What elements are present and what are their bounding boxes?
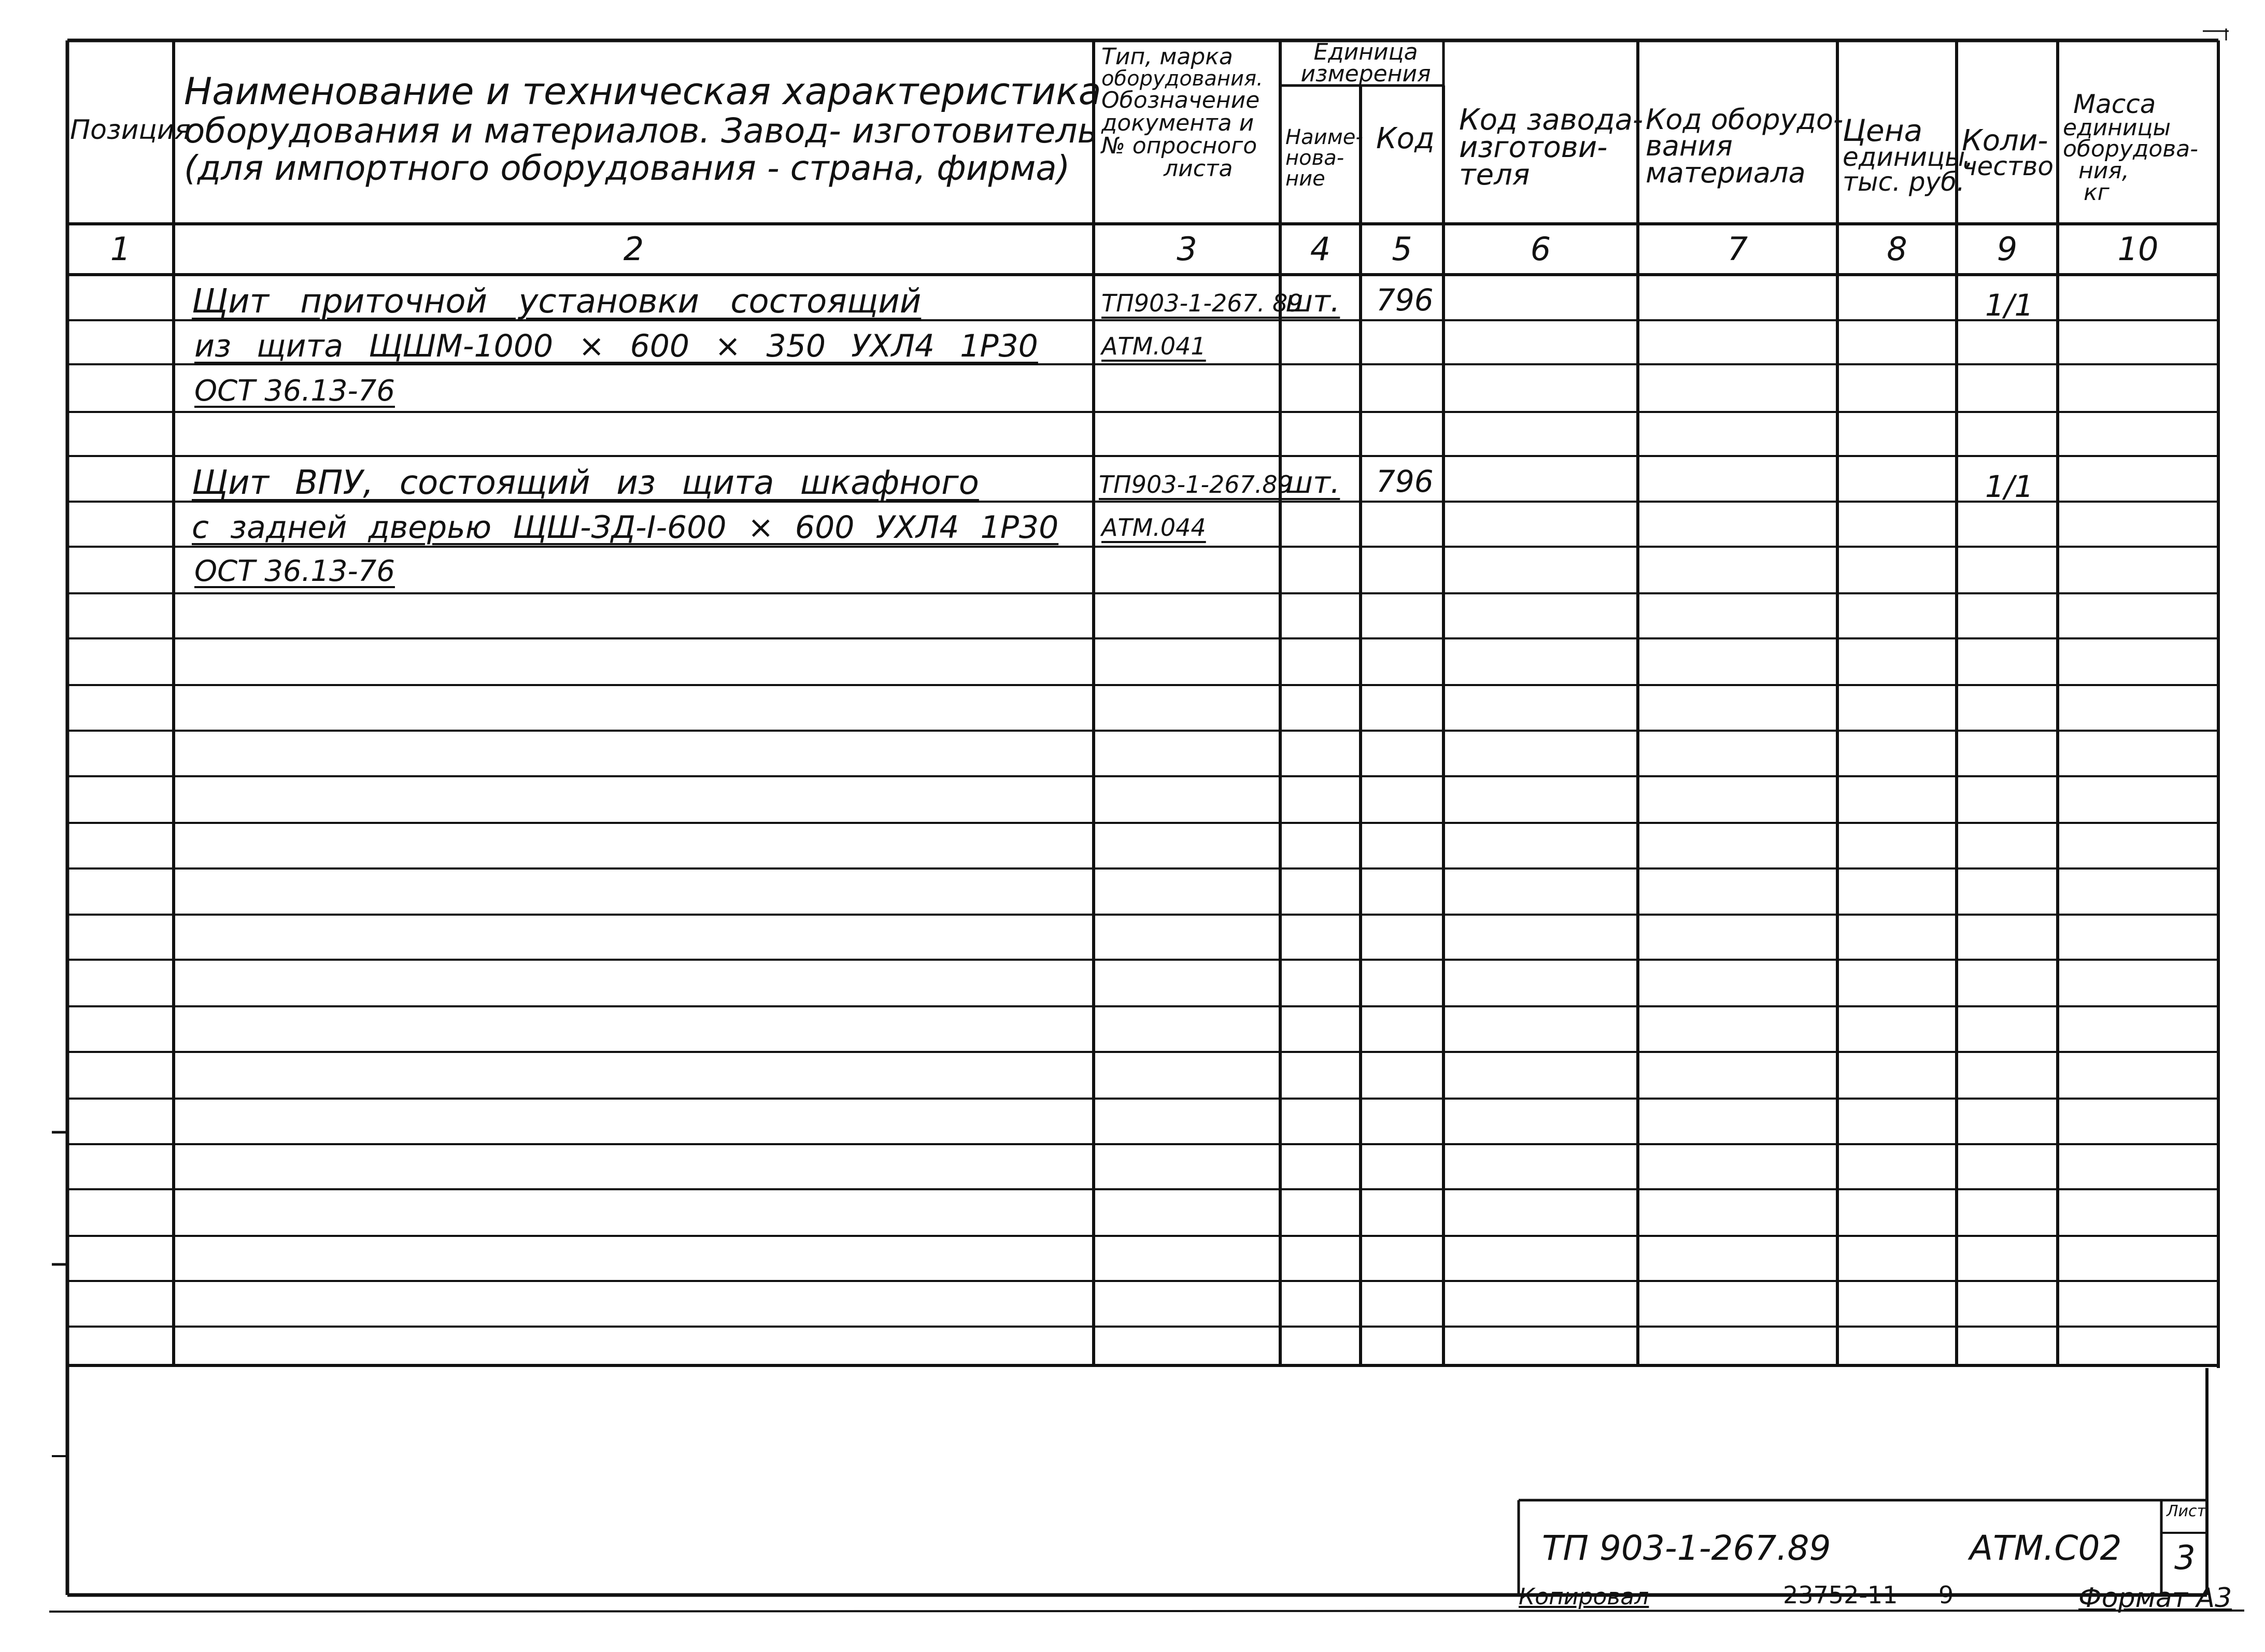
column-number-4: 4: [1310, 230, 1331, 268]
header-unit-name: Наиме- нова- ние: [1285, 125, 1363, 191]
header-factory-code: Код завода- изготови- теля: [1459, 103, 1644, 192]
header-type-mark: Тип, марка оборудования. Обозначение документа и № опросного листа: [1101, 44, 1263, 182]
title-block-copied-label: Копировал: [1519, 1584, 1649, 1610]
header-name-line2: оборудования и материалов. Завод- изготовитель: [184, 111, 1098, 151]
row-5-name: с задней дверью ЩШ-ЗД-I-600 × 600 УХЛ4 1Р30: [192, 509, 1059, 546]
column-number-1: 1: [110, 230, 131, 268]
title-block-inv-number: 23752-11: [1783, 1581, 1898, 1609]
row-3-name: ОСТ 36.13-76: [194, 374, 395, 408]
row-6-name: ОСТ 36.13-76: [194, 554, 395, 588]
row-4-unit: шт.: [1285, 465, 1340, 500]
row-1-code: 796: [1376, 282, 1434, 318]
header-unit-group: Единица измерения: [1300, 39, 1431, 87]
row-1-quantity: 1/1: [1985, 288, 2034, 323]
title-block-format: Формат А3: [2078, 1583, 2232, 1614]
column-number-7: 7: [1727, 230, 1748, 268]
column-number-10: 10: [2117, 230, 2159, 268]
column-number-5: 5: [1392, 230, 1412, 268]
title-block-inv-digit: 9: [1938, 1581, 1954, 1609]
header-mass: Масса единицы оборудова- ния, кг: [2063, 89, 2199, 206]
column-number-6: 6: [1530, 230, 1551, 268]
header-unit-price: Цена единицы, тыс. руб.: [1843, 113, 1974, 197]
row-4-name: Щит ВПУ, состоящий из щита шкафного: [192, 464, 979, 502]
row-2-name: из щита ЩШМ-1000 × 600 × 350 УХЛ4 1Р30: [194, 328, 1038, 364]
row-1-name: Щит приточной установки состоящий: [192, 282, 922, 321]
header-name-line1: Наименование и техническая характеристика: [184, 69, 1101, 113]
header-name-line3: (для импортного оборудования - страна, фирма): [184, 148, 1070, 188]
row-1-type: ТП903-1-267. 89: [1101, 289, 1303, 317]
column-number-3: 3: [1177, 230, 1197, 268]
title-block-doc-code: ТП 903-1-267.89: [1542, 1528, 1831, 1568]
header-equipment-code: Код оборудо- вания материала: [1646, 103, 1844, 189]
row-1-unit: шт.: [1285, 283, 1340, 319]
header-position: Позиция: [70, 115, 191, 146]
header-unit-code: Код: [1376, 122, 1435, 155]
column-number-8: 8: [1887, 230, 1907, 268]
header-quantity: Коли- чество: [1962, 124, 2054, 182]
column-number-9: 9: [1997, 230, 2018, 268]
row-4-type: ТП903-1-267.89: [1099, 471, 1293, 499]
title-block-sheet-label: Лист: [2167, 1502, 2206, 1520]
row-5-type: АТМ.044: [1101, 514, 1206, 542]
row-2-type: АТМ.041: [1101, 332, 1206, 360]
title-block-sheet-number: 3: [2174, 1539, 2196, 1577]
column-number-2: 2: [623, 230, 644, 268]
row-4-quantity: 1/1: [1985, 469, 2034, 504]
title-block-mark: АТМ.С02: [1970, 1528, 2122, 1568]
row-4-code: 796: [1376, 464, 1434, 499]
